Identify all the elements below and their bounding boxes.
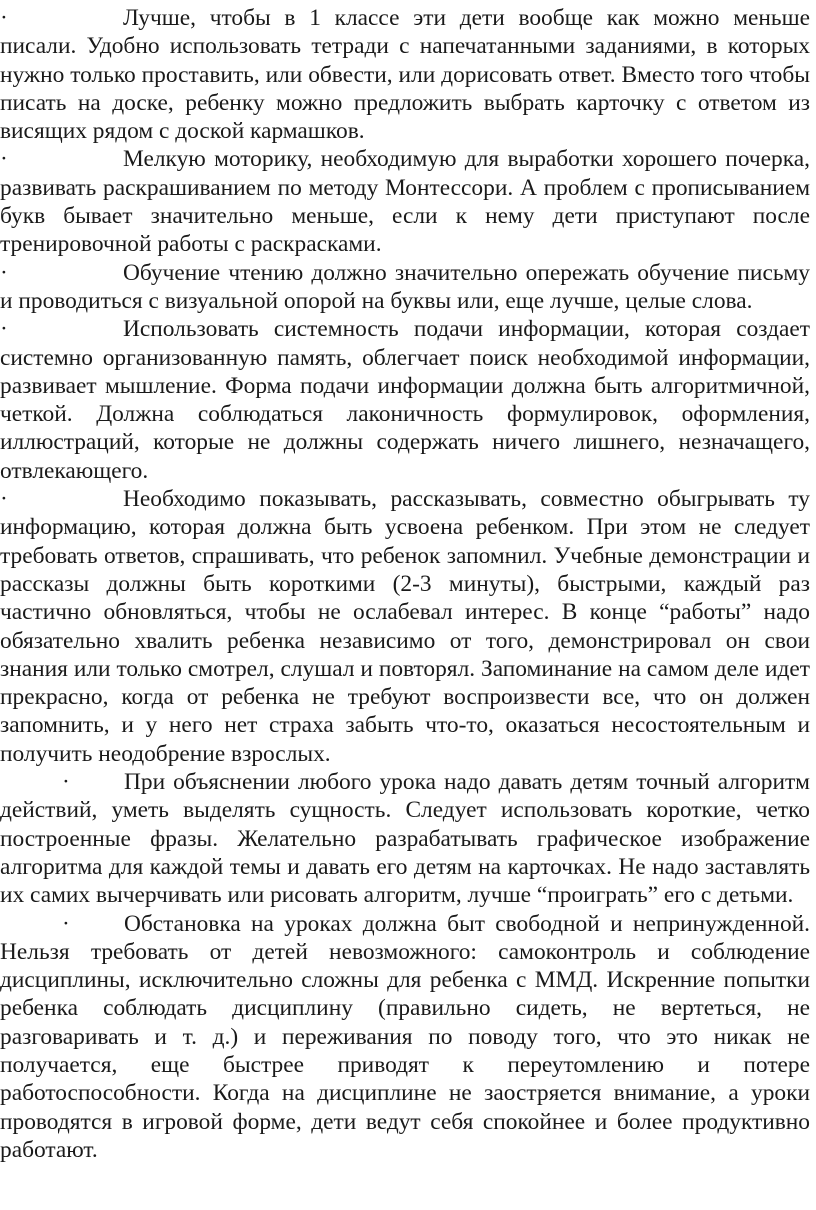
bullet-marker: ·	[62, 769, 70, 796]
paragraph-atmosphere	[0, 910, 810, 1165]
bullet-marker: ·	[0, 316, 8, 343]
paragraph-text: Лучше, чтобы в 1 классе эти дети вообще как можно меньше писали. Удобно использовать тетради с напечатанными заданиями, в которых нужно только проставить, или обвести, или дорисовать ответ. Вместо того чтобы писать на доске, ребенку можно предложить выбрать карточку с ответом из висящих рядом с доской кармашков.	[0, 5, 810, 145]
paragraph-reading	[0, 259, 810, 316]
paragraph-text: Необходимо показывать, рассказывать, совместно обыгрывать ту информацию, которая должна быть усвоена ребенком. При этом не следует требовать ответов, спрашивать, что ребенок запомнил. Учебные демонстрации и рассказы должны быть короткими (2-3 минуты), быстрыми, каждый раз частично обновляться, чтобы не ослабевал интерес. В конце “работы” надо обязательно хвалить ребенка независимо от того, демонстрировал он свои знания или только смотрел, слушал и повторял. Запоминание на самом деле идет прекрасно, когда от ребенка не требуют воспроизвести все, что он должен запомнить, и у него нет страха забыть что-то, оказаться несостоятельным и получить неодобрение взрослых.	[0, 486, 810, 767]
bullet-marker: ·	[62, 910, 70, 937]
paragraph-motor-skills	[0, 145, 810, 258]
bullet-marker: ·	[0, 259, 8, 286]
bullet-marker: ·	[0, 486, 8, 513]
paragraph-text: Мелкую моторику, необходимую для выработки хорошего почерка, развивать раскрашиванием по методу Монтессори. А проблем с прописыванием букв бывает значительно меньше, если к нему дети приступают после тренировочной работы с раскрасками.	[0, 146, 810, 258]
paragraph-demonstration	[0, 485, 810, 768]
bullet-marker: ·	[0, 146, 8, 173]
paragraph-systematic-info	[0, 315, 810, 485]
paragraph-algorithm	[0, 768, 810, 909]
paragraph-text: При объяснении любого урока надо давать детям точный алгоритм действий, уметь выделять сущность. Следует использовать короткие, четко построенные фразы. Желательно разрабатывать графическое изображение алгоритма для каждой темы и давать его детям на карточках. Не надо заставлять их самих вычерчивать или рисовать алгоритм, лучше “проиграть” его с детьми.	[0, 769, 810, 909]
paragraph-writing	[0, 4, 810, 145]
paragraph-text: Использовать системность подачи информации, которая создает системно организованную память, облегчает поиск необходимой информации, развивает мышление. Форма подачи информации должна быть алгоритмичной, четкой. Должна соблюдаться лаконичность формулировок, оформления, иллюстраций, которые не должны содержать ничего лишнего, незначащего, отвлекающего.	[0, 316, 810, 484]
bullet-marker: ·	[0, 5, 8, 31]
paragraph-text: Обучение чтению должно значительно опережать обучение письму и проводиться с визуальной опорой на буквы или, еще лучше, целые слова.	[0, 259, 810, 314]
paragraph-text: Обстановка на уроках должна быт свободной и непринужденной. Нельзя требовать от детей невозможного: самоконтроль и соблюдение дисциплины, исключительно сложны для ребенка с ММД. Искренние попытки ребенка соблюдать дисциплину (правильно сидеть, не вертеться, не разговаривать и т. д.) и переживания по поводу того, что это никак не получается, еще быстрее приводят к переутомлению и потере работоспособности. Когда на дисциплине не заостряется внимание, а уроки проводятся в игровой форме, дети ведут себя спокойнее и более продуктивно работают.	[0, 910, 810, 1163]
